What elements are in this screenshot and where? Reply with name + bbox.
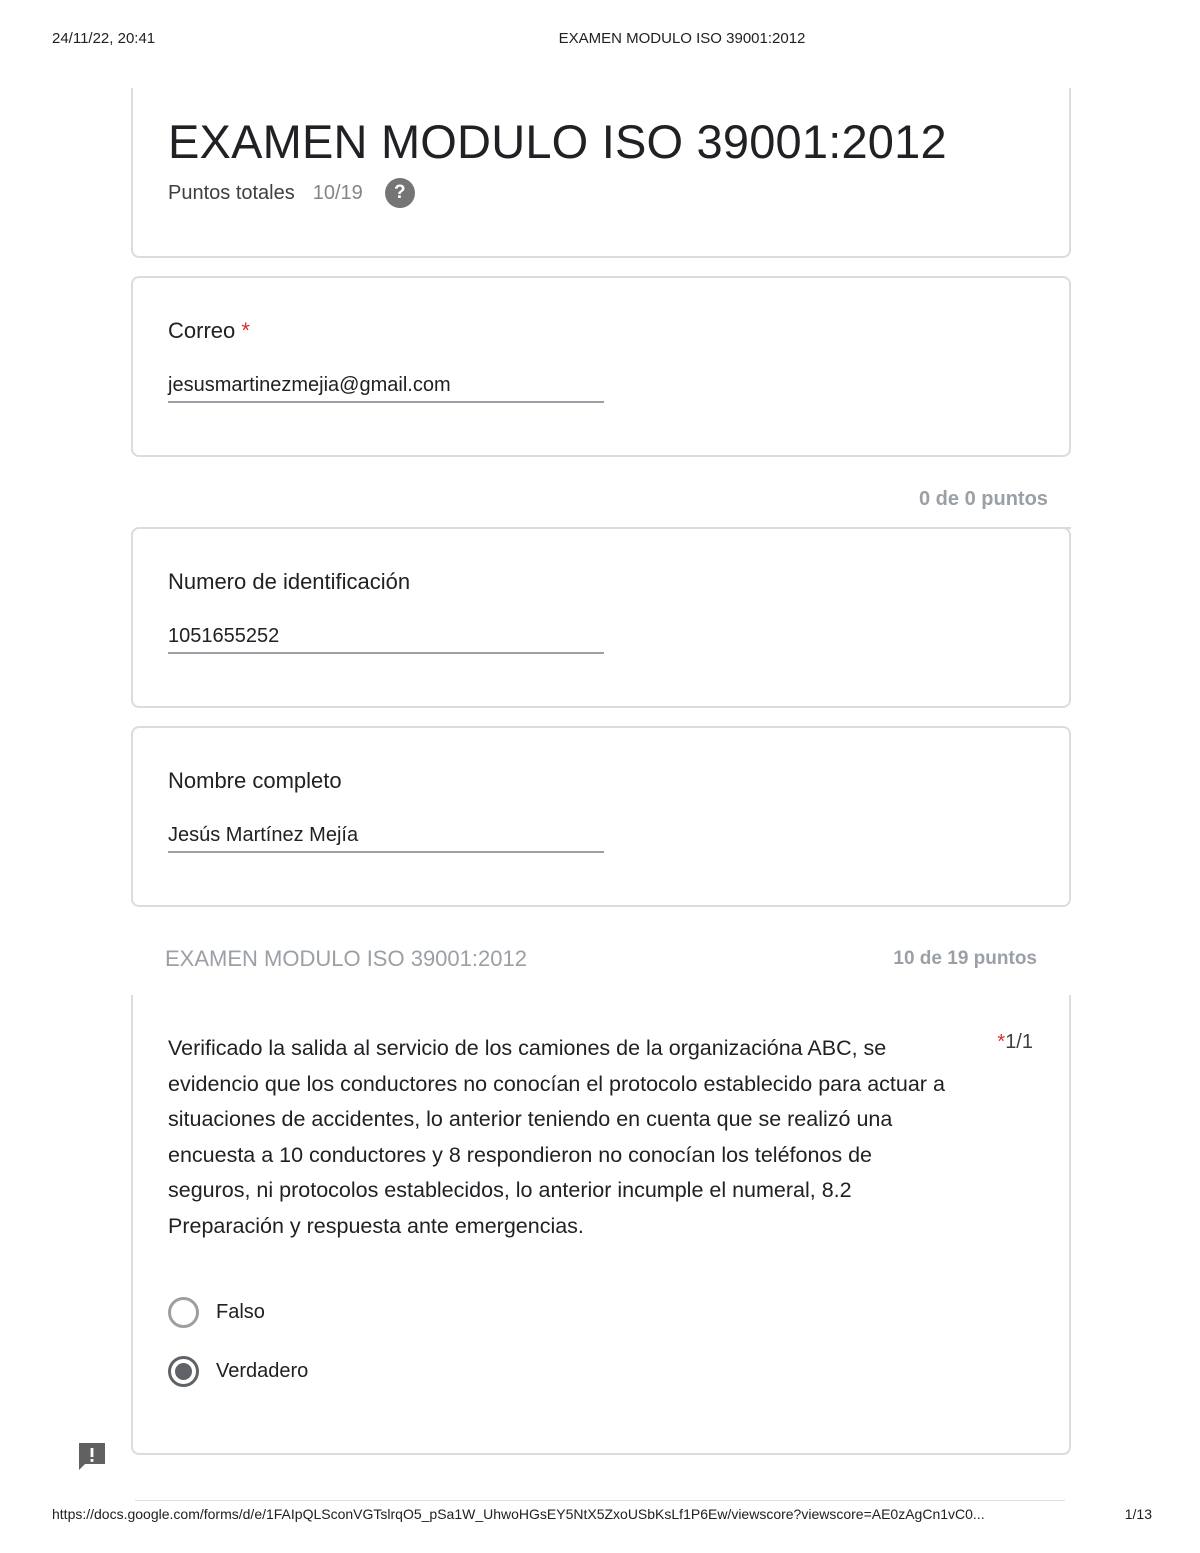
radio-dot-icon [175,1363,192,1380]
radio-checked-icon[interactable] [168,1356,199,1387]
total-points-row [168,178,415,208]
total-points-label: Puntos totales [168,181,295,204]
name-label: Nombre completo [168,768,342,793]
section-title: EXAMEN MODULO ISO 39001:2012 [165,946,527,971]
footer-divider [135,1500,1065,1501]
email-answer: jesusmartinezmejia@gmail.com [168,374,604,403]
print-doc-title: EXAMEN MODULO ISO 39001:2012 [558,30,806,47]
question-score [997,1031,1033,1054]
print-header [0,30,1200,50]
section-header [165,946,1037,976]
required-asterisk: * [997,1031,1006,1053]
section-points: 0 de 0 puntos [919,488,1048,510]
radio-unchecked-icon[interactable] [168,1297,199,1328]
total-points-value: 10/19 [312,181,363,204]
form-title: EXAMEN MODULO ISO 39001:2012 [168,115,947,168]
feedback-icon[interactable] [76,1440,108,1472]
question-score-value: 1/1 [1005,1031,1033,1053]
email-label-row [168,318,250,344]
option-falso[interactable] [168,1297,265,1328]
name-answer: Jesús Martínez Mejía [168,824,604,853]
question-text: Verificado la salida al servicio de los camiones de la organizacióna ABC, se evidencio que los conductores no conocían el protocolo establecido para actuar a situaciones de accidentes, lo anterior teniendo en cuenta que se realizó una encuesta a 10 conductores y 8 respondieron no conocían los teléfonos de seguros, ni protocolos establecidos, lo anterior incumple el numeral, 8.2 Preparación y respuesta ante emergencias. [168,1036,945,1238]
section-score: 10 de 19 puntos [893,948,1037,969]
print-url: https://docs.google.com/forms/d/e/1FAIpQLSconVGTslrqO5_pSa1W_UhwoHGsEY5NtX5ZxoUSbKsLf1P6Ew/viewscore?viewscore=AE0zAgCn1vC0... [52,1506,985,1522]
option-label: Falso [216,1301,265,1323]
help-icon[interactable]: ? [385,178,415,208]
form-header-card [131,88,1071,258]
required-asterisk: * [241,318,250,343]
question-card [131,995,1071,1455]
print-footer [52,1506,1152,1526]
email-label: Correo [168,318,236,343]
email-question-card [131,276,1071,457]
id-answer: 1051655252 [168,625,604,654]
name-question-card [131,726,1071,907]
print-datetime: 24/11/22, 20:41 [52,30,156,47]
option-label: Verdadero [216,1360,309,1382]
id-label: Numero de identificación [168,569,411,594]
id-question-card [131,527,1071,708]
print-page-number: 1/13 [1124,1506,1152,1522]
option-verdadero[interactable] [168,1356,308,1387]
